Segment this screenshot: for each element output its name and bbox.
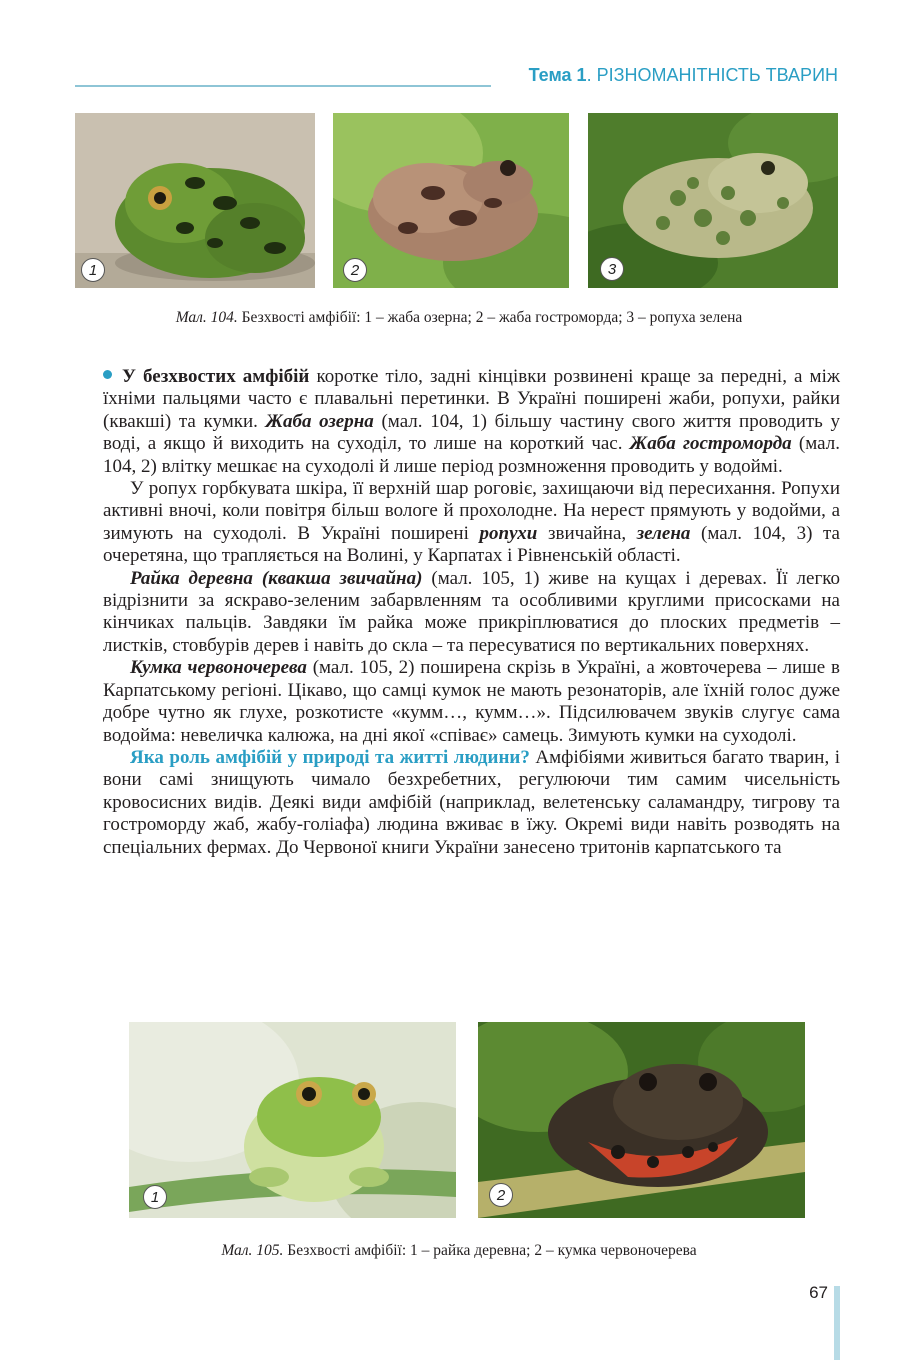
paragraph-5	[103, 747, 840, 859]
paragraph-2	[103, 478, 840, 568]
photo-pool-frog	[75, 113, 315, 288]
p4-text-1: (мал. 105, 2) поширена скрізь в Україні, а жовточерева – лише в Карпатському регіоні. Цікаво, що самці кумок не мають резонаторів, але їхній голос дуже добре чутно як глухе, розкотисте «кумм…, кумм…». Підсилювачем звуків слугує сама водойма: невеличка калюжа, на дні якої «співає» самець. Зимують кумки на суходолі.	[103, 657, 840, 746]
bullet-icon	[103, 370, 112, 379]
figure-105-text: Безхвості амфібії: 1 – райка деревна; 2 – кумка червоночерева	[283, 1242, 697, 1259]
photo-moor-frog	[333, 113, 569, 288]
p5-text-1: Амфібіями живиться багато тварин, і вони самі знищують чимало безхребетних, регулюючи тим самим чисельність кровосисних видів. Деякі види амфібій (наприклад, велетенську саламандру, тигрову та гостроморду жаб, жабу-голіафа) людина вживає в їжу. Окремі види навіть розводять на спеціальних фермах. До Червоної книги України занесено тритонів карпатського та	[103, 746, 840, 858]
badge-105-2: 2	[489, 1183, 513, 1207]
p2-text-3: (мал. 104, 3) та очеретяна, що трапляється на Волині, у Карпатах і Рівненській області.	[103, 522, 840, 567]
figure-104-caption	[84, 308, 834, 327]
term-toads: ропухи	[479, 522, 538, 544]
badge-2: 2	[343, 258, 367, 282]
header-rule	[75, 85, 491, 87]
paragraph-1	[103, 366, 840, 478]
body-text	[103, 366, 840, 859]
p2-text-1: У ропух горбкувата шкіра, її верхній шар роговіє, захищаючи від пересихання. Ропухи активні вночі, коли повітря більш вологе й прохолодне. На нерест прямують у водойми, а зимують на суходолі. В Україні поширені	[103, 478, 840, 544]
photo-fire-bellied-toad	[478, 1022, 805, 1218]
theme-title: . РІЗНОМАНІТНІСТЬ ТВАРИН	[586, 65, 838, 85]
term-tree-frog: Райка деревна (квакша звичайна)	[130, 567, 423, 589]
side-bar	[834, 1286, 840, 1360]
paragraph-4	[103, 657, 840, 747]
badge-1: 1	[81, 258, 105, 282]
page-number: 67	[809, 1283, 828, 1302]
p1-lead: У безхвостих амфібій	[122, 366, 310, 387]
page-header	[529, 65, 838, 86]
figure-105-caption	[90, 1241, 828, 1260]
figure-105-label: Мал. 105.	[221, 1242, 284, 1259]
p1-text-2: (мал. 104, 1) більшу частину свого життя проводить у воді, а якщо й виходить на суходіл, то лише на короткий час.	[103, 410, 840, 455]
photo-green-toad	[588, 113, 838, 288]
term-fire-bellied-toad: Кумка червоночерева	[130, 657, 307, 679]
p1-text-1: коротке тіло, задні кінцівки розвинені краще за передні, а між їхніми пальцями часто є плавальні перетинки. В Україні поширені жаби, ропухи, райки (квакші) та кумки.	[103, 366, 840, 432]
term-moor-frog: Жаба гостроморда	[629, 433, 792, 455]
paragraph-3	[103, 568, 840, 658]
term-green: зелена	[636, 522, 691, 544]
p3-text-1: (мал. 105, 1) живе на кущах і деревах. Її легко відрізнити за яскраво-зеленим забарвленням та особливими круглими присосками на кінчиках пальців. Завдяки їм райка може прикріплюватися до плоских предметів – листків, стовбурів дерев і навіть до скла – та пересуватися по вертикальних поверхнях.	[103, 567, 841, 656]
section-question: Яка роль амфібій у природі та житті людини?	[130, 746, 530, 768]
figure-104-text: Безхвості амфібії: 1 – жаба озерна; 2 – жаба гостроморда; 3 – ропуха зелена	[237, 309, 743, 326]
p1-text-3: (мал. 104, 2) влітку мешкає на суходолі й лише період розмноження проводить у водоймі.	[103, 433, 840, 477]
term-pool-frog: Жаба озерна	[265, 410, 374, 432]
badge-105-1: 1	[143, 1185, 167, 1209]
figure-104-label: Мал. 104.	[175, 309, 238, 326]
theme-number: Тема 1	[528, 65, 587, 85]
badge-3: 3	[600, 257, 624, 281]
photo-tree-frog	[129, 1022, 456, 1218]
p2-text-2: звичайна,	[537, 522, 637, 544]
